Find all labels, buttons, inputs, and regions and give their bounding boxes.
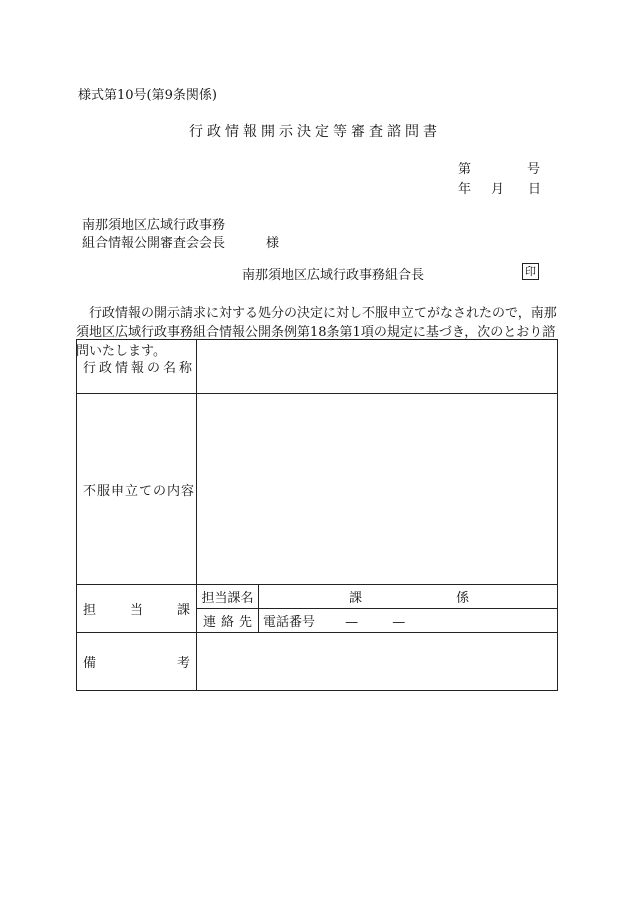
phone-field[interactable]: [259, 609, 558, 633]
table-row: [77, 340, 558, 394]
document-title: 行政情報開示決定等審査諮問書: [189, 124, 441, 140]
inquiry-form-table: [76, 339, 558, 691]
info-name-field[interactable]: [197, 340, 558, 394]
remarks-field[interactable]: [197, 633, 558, 691]
tantou-ka-name-label-cell: [197, 585, 259, 609]
contact-char-3: 先: [238, 615, 252, 630]
phone-label: 電話番号: [263, 615, 316, 630]
phone-dash-2: —: [392, 615, 406, 630]
objection-label-cell: [77, 394, 197, 585]
objection-label: 不服申立ての内容: [83, 483, 196, 499]
body-paragraph: 行政情報の開示請求に対する処分の決定に対し不服申立てがなされたので，南那須地区広域行政事務組合情報公開条例第18条第1項の規定に基づき，次のとおり諮問いたします。: [76, 306, 557, 359]
remarks-label-cell: [77, 633, 197, 691]
reference-go: 号: [527, 162, 541, 177]
date-year: 年: [458, 182, 472, 197]
tantou-char-1: 担: [83, 603, 97, 618]
contact-char-1: 連: [203, 615, 217, 630]
remarks-char-2: 考: [176, 656, 190, 671]
date-month: 月: [491, 182, 505, 197]
objection-content-field[interactable]: [197, 394, 558, 585]
tantou-ka-name-label: 担当課名: [201, 591, 254, 606]
info-name-label-cell: [77, 340, 197, 394]
seal-stamp: 印: [522, 263, 539, 280]
form-number: 様式第10号(第9条関係): [78, 88, 217, 103]
table-row: [77, 633, 558, 691]
addressee-line-1: 南那須地区広域行政事務: [82, 218, 226, 233]
sender-name: 南那須地区広域行政事務組合長: [242, 268, 425, 283]
addressee-honorific: 様: [266, 236, 280, 251]
addressee-line-2: 組合情報公開審査会会長: [82, 236, 226, 251]
tantou-char-2: 当: [129, 603, 143, 618]
tantou-ka-name-field[interactable]: [259, 585, 558, 609]
info-name-label: 行政情報の名称: [83, 361, 196, 376]
phone-dash-1: —: [345, 615, 359, 630]
contact-label-cell: [197, 609, 259, 633]
table-row: [77, 394, 558, 585]
remarks-char-1: 備: [83, 656, 97, 671]
contact-char-2: 絡: [220, 615, 234, 630]
date-day: 日: [528, 182, 542, 197]
ka-label: 課: [349, 591, 363, 606]
reference-dai: 第: [458, 162, 472, 177]
tantou-label-cell: [77, 585, 197, 633]
tantou-char-3: 課: [176, 603, 190, 618]
kakari-label: 係: [456, 591, 470, 606]
table-row: [77, 585, 558, 609]
